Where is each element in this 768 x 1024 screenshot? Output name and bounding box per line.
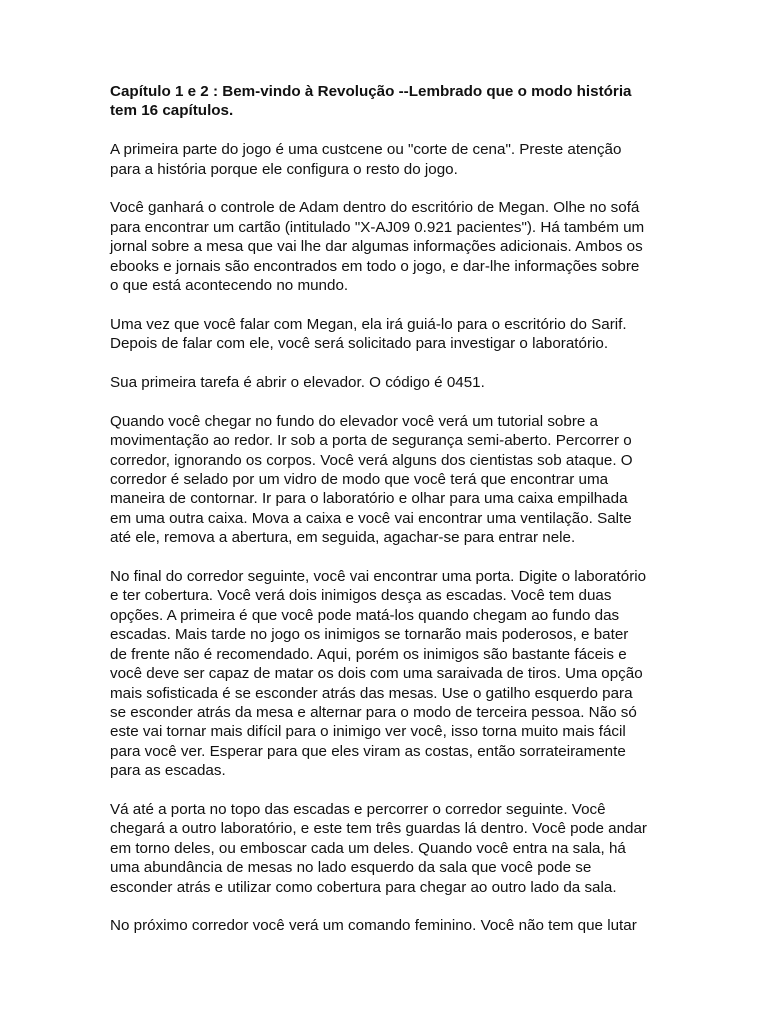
paragraph-elevator-tutorial: Quando você chegar no fundo do elevador você verá um tutorial sobre a movimentação ao redor. Ir sob a porta de segurança semi-aberto. Percorrer o corredor, ignorando os corpos. Você verá alguns dos cientistas sob ataque. O corredor é selado por um vidro de modo que você terá que encontrar uma maneira de contornar. Ir para o laboratório e olhar para uma caixa empilhada em uma outra caixa. Mova a caixa e você vai encontrar uma ventilação. Salte até ele, remova a abertura, em seguida, agachar-se para entrar nele. bbox=[110, 412, 633, 547]
document-page bbox=[110, 82, 660, 955]
paragraph-sarif-office: Uma vez que você falar com Megan, ela irá guiá-lo para o escritório do Sarif. Depois de falar com ele, você será solicitado para investigar o laboratório. bbox=[110, 315, 627, 353]
paragraph-two-enemies: No final do corredor seguinte, você vai encontrar uma porta. Digite o laboratório e ter cobertura. Você verá dois inimigos desça as escadas. Você tem duas opções. A primeira é que você pode matá-los quando chegam ao fundo das escadas. Mais tarde no jogo os inimigos se tornarão mais poderosos, e bater de frente não é recomendado. Aqui, porém os inimigos são bastante fáceis e você deve ser capaz de matar os dois com uma saraivada de tiros. Uma opção mais sofisticada é se esconder atrás das mesas. Use o gatilho esquerdo para se esconder atrás da mesa e alternar para o modo de terceira pessoa. Não só este vai tornar mais difícil para o inimigo ver você, isso torna muito mais fácil para você ver. Esperar para que eles viram as costas, então sorrateiramente para as escadas. bbox=[110, 568, 647, 780]
paragraph-megan-office: Você ganhará o controle de Adam dentro do escritório de Megan. Olhe no sofá para encontrar um cartão (intitulado "X-AJ09 0.921 pacientes"). Há também um jornal sobre a mesa que vai lhe dar algumas informações adicionais. Ambos os ebooks e jornais são encontrados em todo o jogo, e dar-lhe informações sobre o que está acontecendo no mundo. bbox=[110, 199, 645, 295]
paragraph-elevator-code: Sua primeira tarefa é abrir o elevador. O código é 0451. bbox=[110, 374, 485, 392]
paragraph-cutscene: A primeira parte do jogo é uma custcene ou "corte de cena". Preste atenção para a história porque ele configura o resto do jogo. bbox=[110, 141, 622, 178]
paragraph-three-guards: Vá até a porta no topo das escadas e percorrer o corredor seguinte. Você chegará a outro laboratório, e este tem três guardas lá dentro. Você pode andar em torno deles, ou emboscar cada um deles. Quando você entra na sala, há uma abundância de mesas no lado esquerdo da sala que você pode se esconder atrás e utilizar como cobertura para chegar ao outro lado da sala. bbox=[110, 800, 647, 896]
paragraph-female-commando: No próximo corredor você verá um comando feminino. Você não tem que lutar bbox=[110, 917, 637, 935]
chapter-title: Capítulo 1 e 2 : Bem-vindo à Revolução --Lembrado que o modo história tem 16 capítulos. bbox=[110, 83, 632, 120]
